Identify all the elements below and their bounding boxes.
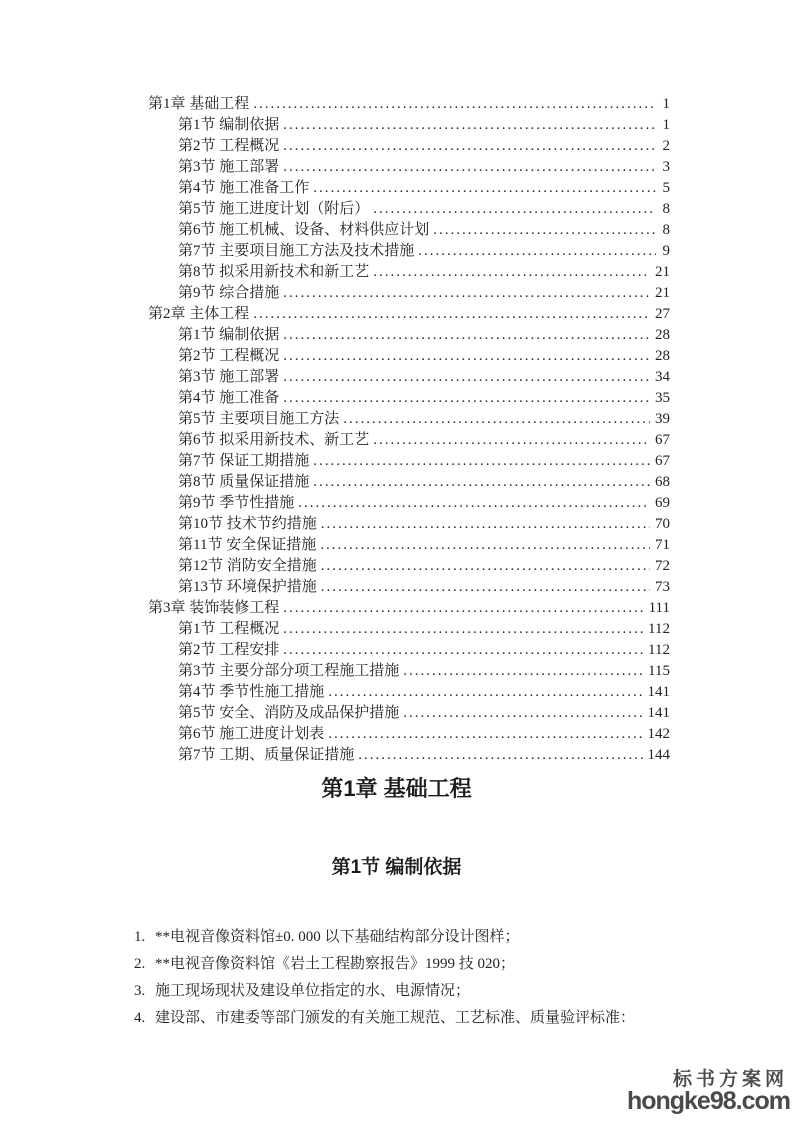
toc-page-number: 35 — [655, 390, 670, 406]
toc-entry-label: 第2节 工程概况 — [178, 348, 280, 364]
toc-leader-dots — [283, 619, 643, 640]
toc-entry-label: 第12节 消防安全措施 — [178, 558, 317, 574]
chapter-heading: 第1章 基础工程 — [321, 776, 472, 801]
toc-entry-label: 第1节 工程概况 — [178, 621, 280, 637]
toc-page-number: 112 — [648, 621, 670, 637]
toc-entry — [148, 451, 670, 472]
list-item — [134, 1005, 674, 1032]
toc-leader-dots — [283, 388, 650, 409]
toc-page-number: 72 — [655, 558, 670, 574]
toc-entry — [148, 199, 670, 220]
toc-entry — [148, 367, 670, 388]
toc-page-number: 141 — [647, 684, 670, 700]
toc-page-number: 8 — [662, 222, 670, 238]
toc-leader-dots — [283, 115, 656, 136]
toc-leader-dots — [283, 325, 650, 346]
toc-leader-dots — [433, 220, 656, 241]
toc-leader-dots — [313, 451, 650, 472]
toc-leader-dots — [321, 556, 650, 577]
toc-entry — [148, 472, 670, 493]
table-of-contents — [148, 94, 670, 766]
toc-page-number: 69 — [655, 495, 670, 511]
toc-leader-dots — [373, 199, 656, 220]
toc-page-number: 111 — [648, 600, 670, 616]
toc-leader-dots — [253, 304, 650, 325]
toc-leader-dots — [283, 136, 656, 157]
toc-page-number: 21 — [655, 285, 670, 301]
toc-page-number: 73 — [655, 579, 670, 595]
toc-page-number: 141 — [647, 705, 670, 721]
toc-entry — [148, 178, 670, 199]
toc-entry-label: 第13节 环境保护措施 — [178, 579, 317, 595]
watermark — [627, 1070, 790, 1114]
toc-entry-label: 第10节 技术节约措施 — [178, 516, 317, 532]
toc-leader-dots — [373, 430, 650, 451]
toc-leader-dots — [253, 94, 656, 115]
toc-page-number: 70 — [655, 516, 670, 532]
toc-entry-label: 第1节 编制依据 — [178, 327, 280, 343]
toc-entry-label: 第4节 施工准备工作 — [178, 180, 310, 196]
toc-entry — [148, 556, 670, 577]
list-item-text: 建设部、市建委等部门颁发的有关施工规范、工艺标准、质量验评标准： — [155, 1010, 636, 1026]
toc-entry-label: 第6节 施工进度计划表 — [178, 726, 325, 742]
toc-entry — [148, 682, 670, 703]
toc-page-number: 5 — [662, 180, 670, 196]
toc-entry — [148, 409, 670, 430]
toc-entry-label: 第7节 工期、质量保证措施 — [178, 747, 355, 763]
toc-leader-dots — [403, 661, 643, 682]
toc-entry-label: 第2章 主体工程 — [148, 306, 250, 322]
toc-entry — [148, 220, 670, 241]
toc-leader-dots — [328, 682, 642, 703]
list-item — [134, 951, 674, 978]
toc-entry — [148, 346, 670, 367]
list-item — [134, 978, 674, 1005]
toc-entry-label: 第5节 施工进度计划（附后） — [178, 201, 370, 217]
toc-leader-dots — [283, 640, 643, 661]
toc-entry — [148, 430, 670, 451]
toc-page-number: 21 — [655, 264, 670, 280]
toc-page-number: 142 — [647, 726, 670, 742]
toc-entry — [148, 157, 670, 178]
toc-entry-label: 第9节 综合措施 — [178, 285, 280, 301]
toc-page-number: 27 — [655, 306, 670, 322]
toc-entry-label: 第2节 工程安排 — [178, 642, 280, 658]
toc-entry — [148, 136, 670, 157]
list-item-text: **电视音像资料馆±0. 000 以下基础结构部分设计图样； — [155, 929, 520, 945]
toc-page-number: 115 — [648, 663, 670, 679]
toc-leader-dots — [403, 703, 642, 724]
toc-entry — [148, 493, 670, 514]
list-item-number: 2. — [134, 956, 146, 972]
toc-leader-dots — [328, 724, 642, 745]
toc-entry-label: 第4节 季节性施工措施 — [178, 684, 325, 700]
toc-leader-dots — [283, 346, 650, 367]
toc-page-number: 1 — [662, 117, 670, 133]
toc-page-number: 34 — [655, 369, 670, 385]
toc-leader-dots — [283, 283, 650, 304]
toc-entry-label: 第1节 编制依据 — [178, 117, 280, 133]
toc-entry — [148, 94, 670, 115]
toc-page-number: 2 — [662, 138, 670, 154]
reference-list — [134, 924, 674, 1032]
toc-entry-label: 第8节 质量保证措施 — [178, 474, 310, 490]
toc-page-number: 71 — [655, 537, 670, 553]
toc-entry — [148, 304, 670, 325]
toc-entry — [148, 115, 670, 136]
toc-leader-dots — [313, 472, 650, 493]
toc-page-number: 1 — [662, 96, 670, 112]
toc-entry — [148, 577, 670, 598]
toc-leader-dots — [343, 409, 650, 430]
toc-entry-label: 第6节 拟采用新技术、新工艺 — [178, 432, 370, 448]
toc-page-number: 8 — [662, 201, 670, 217]
section-heading: 第1节 编制依据 — [331, 857, 462, 878]
toc-leader-dots — [321, 577, 650, 598]
list-item-number: 1. — [134, 929, 146, 945]
toc-entry — [148, 745, 670, 766]
toc-entry — [148, 325, 670, 346]
toc-entry-label: 第11节 安全保证措施 — [178, 537, 317, 553]
toc-page-number: 67 — [655, 432, 670, 448]
toc-page-number: 68 — [655, 474, 670, 490]
toc-entry — [148, 535, 670, 556]
toc-entry — [148, 388, 670, 409]
toc-entry-label: 第3节 施工部署 — [178, 159, 280, 175]
toc-leader-dots — [283, 157, 656, 178]
toc-entry — [148, 514, 670, 535]
toc-leader-dots — [358, 745, 642, 766]
toc-leader-dots — [313, 178, 656, 199]
toc-entry-label: 第7节 保证工期措施 — [178, 453, 310, 469]
list-item-number: 4. — [134, 1010, 146, 1026]
watermark-site-url: hongke98.com — [626, 1087, 790, 1115]
toc-entry-label: 第3章 装饰装修工程 — [148, 600, 280, 616]
toc-page-number: 67 — [655, 453, 670, 469]
list-item-text: **电视音像资料馆《岩土工程勘察报告》1999 技 020； — [155, 956, 516, 972]
toc-entry-label: 第7节 主要项目施工方法及技术措施 — [178, 243, 415, 259]
toc-entry — [148, 283, 670, 304]
toc-entry — [148, 619, 670, 640]
watermark-site-name: 标书方案网 — [672, 1069, 788, 1090]
toc-page-number: 9 — [662, 243, 670, 259]
toc-entry-label: 第2节 工程概况 — [178, 138, 280, 154]
toc-entry — [148, 703, 670, 724]
toc-entry — [148, 241, 670, 262]
toc-entry-label: 第5节 安全、消防及成品保护措施 — [178, 705, 400, 721]
toc-leader-dots — [298, 493, 650, 514]
toc-leader-dots — [283, 367, 650, 388]
toc-page-number: 39 — [655, 411, 670, 427]
list-item — [134, 924, 674, 951]
toc-entry-label: 第4节 施工准备 — [178, 390, 280, 406]
toc-entry-label: 第6节 施工机械、设备、材料供应计划 — [178, 222, 430, 238]
toc-leader-dots — [283, 598, 643, 619]
toc-leader-dots — [320, 535, 650, 556]
toc-leader-dots — [321, 514, 650, 535]
toc-page-number: 112 — [648, 642, 670, 658]
toc-entry-label: 第8节 拟采用新技术和新工艺 — [178, 264, 370, 280]
toc-page-number: 3 — [662, 159, 670, 175]
toc-entry — [148, 724, 670, 745]
list-item-text: 施工现场现状及建设单位指定的水、电源情况； — [155, 983, 471, 999]
toc-page-number: 28 — [655, 327, 670, 343]
toc-entry-label: 第5节 主要项目施工方法 — [178, 411, 340, 427]
list-item-number: 3. — [134, 983, 146, 999]
toc-page-number: 28 — [655, 348, 670, 364]
toc-entry — [148, 661, 670, 682]
toc-entry-label: 第9节 季节性措施 — [178, 495, 295, 511]
toc-entry-label: 第3节 主要分部分项工程施工措施 — [178, 663, 400, 679]
toc-entry-label: 第1章 基础工程 — [148, 96, 250, 112]
toc-entry-label: 第3节 施工部署 — [178, 369, 280, 385]
toc-entry — [148, 262, 670, 283]
toc-entry — [148, 640, 670, 661]
toc-page-number: 144 — [647, 747, 670, 763]
toc-leader-dots — [373, 262, 650, 283]
toc-entry — [148, 598, 670, 619]
toc-leader-dots — [418, 241, 656, 262]
